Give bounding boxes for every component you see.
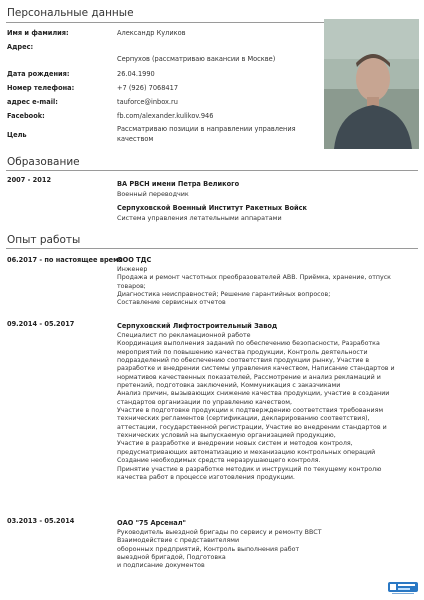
job-text-line: разработке и внедрении системы управления качеством, Написание стандартов и [117, 365, 395, 373]
job-text-line: Участие в подготовке продукции к подтверждению соответствия требованиям [117, 407, 384, 415]
label-phone: Номер телефона: [7, 84, 75, 92]
label-goal: Цель [7, 131, 27, 139]
job-company: Серпуховский Лифтостроительный Завод [117, 322, 278, 330]
job-text-line: Принятие участие в разработке методик и инструкций по текущему контролю [117, 465, 382, 473]
job-text-line: технических условий на выпускаемую организацией продукцию, [117, 432, 336, 440]
job-description [117, 266, 417, 308]
job-text-line: предусматривающих автоматизацию и механизацию контрольных операций [117, 448, 376, 456]
job-text-line: мероприятий по повышению качества продукции, Контроль деятельности [117, 348, 368, 356]
job-text-line: Диагностика неисправностей; Решение гарантийных вопросов; [117, 291, 331, 299]
job-text-line: претензий, подготовка заключений, Коммуникация с заказчиками [117, 382, 341, 390]
section-divider [6, 248, 418, 249]
job-text-line: нормативов качественных показателей, Рассмотрение и анализ рекламаций и [117, 373, 381, 381]
section-divider [6, 170, 418, 171]
job-text-line: качества работ в процессе изготовления продукции. [117, 473, 295, 481]
job-text-line: стандартов организации по управлению качеством, [117, 398, 292, 406]
label-email: адрес e-mail: [7, 98, 58, 106]
label-birthdate: Дата рождения: [7, 70, 70, 78]
job-text-line: и подписание документов [117, 562, 205, 570]
job-company: ООО ТДС [117, 256, 152, 264]
job-text-line: Координация выполнения заданий по обеспечению безопасности, Разработка [117, 340, 380, 348]
education-school: Серпуховской Военный Институт Ракетных Войск [117, 204, 308, 212]
label-name: Имя и фамилия: [7, 29, 69, 37]
job-text-line: товаров; [117, 282, 146, 290]
job-description [117, 529, 417, 571]
value-address: Серпухов (рассматриваю вакансии в Москве) [117, 55, 276, 63]
value-birthdate: 26.04.1990 [117, 70, 155, 78]
job-text-line: Создание необходимых средств неразрушающего контроля. [117, 457, 321, 465]
job-text-line: Руководитель выездной бригады по сервису и ремонту ВВСТ [117, 529, 322, 536]
value-goal-line1: Рассматриваю позиции в направлении управления [117, 125, 296, 133]
person-photo [324, 19, 419, 149]
job-dates: 09.2014 - 05.2017 [7, 320, 75, 328]
job-dates: 03.2013 - 05.2014 [7, 517, 75, 525]
job-text-line: подразделений по обеспечению соответствия продукции рынку, Участие в [117, 357, 370, 365]
education-dates: 2007 - 2012 [7, 176, 52, 184]
value-goal-line2: качеством [117, 135, 154, 143]
job-text-line: Участие в разработке и внедрении новых систем и методов контроля, [117, 440, 353, 448]
job-text-line: Инженер [117, 266, 148, 273]
section-title-education: Образование [7, 156, 80, 168]
education-specialty: Военный переводчик [117, 190, 189, 198]
section-title-personal: Персональные данные [7, 7, 134, 19]
job-text-line: оборонных предприятий, Контроль выполнения работ [117, 545, 300, 553]
label-address: Адрес: [7, 43, 34, 51]
site-logo-icon [388, 580, 418, 594]
job-text-line: Составление сервисных отчетов [117, 299, 226, 307]
job-text-line: аттестации, государственной регистрации, Участие во внедрении стандартов и [117, 423, 387, 431]
job-text-line: Взаимодействие с представителями [117, 537, 240, 545]
job-dates: 06.2017 - по настоящее время [7, 256, 123, 264]
job-text-line: Специалист по рекламационной работе [117, 332, 251, 339]
job-text-line: технических регламентов (сертификации, декларированию соответствия), [117, 415, 370, 423]
label-facebook: Facebook: [7, 112, 45, 120]
education-specialty: Система управления летательными аппаратами [117, 214, 282, 222]
job-text-line: Продажа и ремонт частотных преобразователей АВВ. Приёмка, хранение, отпуск [117, 274, 391, 282]
value-name: Александр Куликов [117, 29, 186, 37]
job-description [117, 332, 417, 482]
section-title-experience: Опыт работы [7, 234, 81, 246]
job-text-line: Анализ причин, вызывающих снижение качества продукции, участие в создании [117, 390, 390, 398]
job-company: ОАО "75 Арсенал" [117, 519, 186, 527]
education-school: ВА РВСН имени Петра Великого [117, 180, 240, 188]
job-text-line: выездной бригадой, Подготовка [117, 554, 226, 562]
value-facebook[interactable]: fb.com/alexander.kulikov.946 [117, 112, 214, 120]
value-email[interactable]: tauforce@inbox.ru [117, 98, 178, 106]
value-phone[interactable]: +7 (926) 7068417 [117, 84, 179, 92]
